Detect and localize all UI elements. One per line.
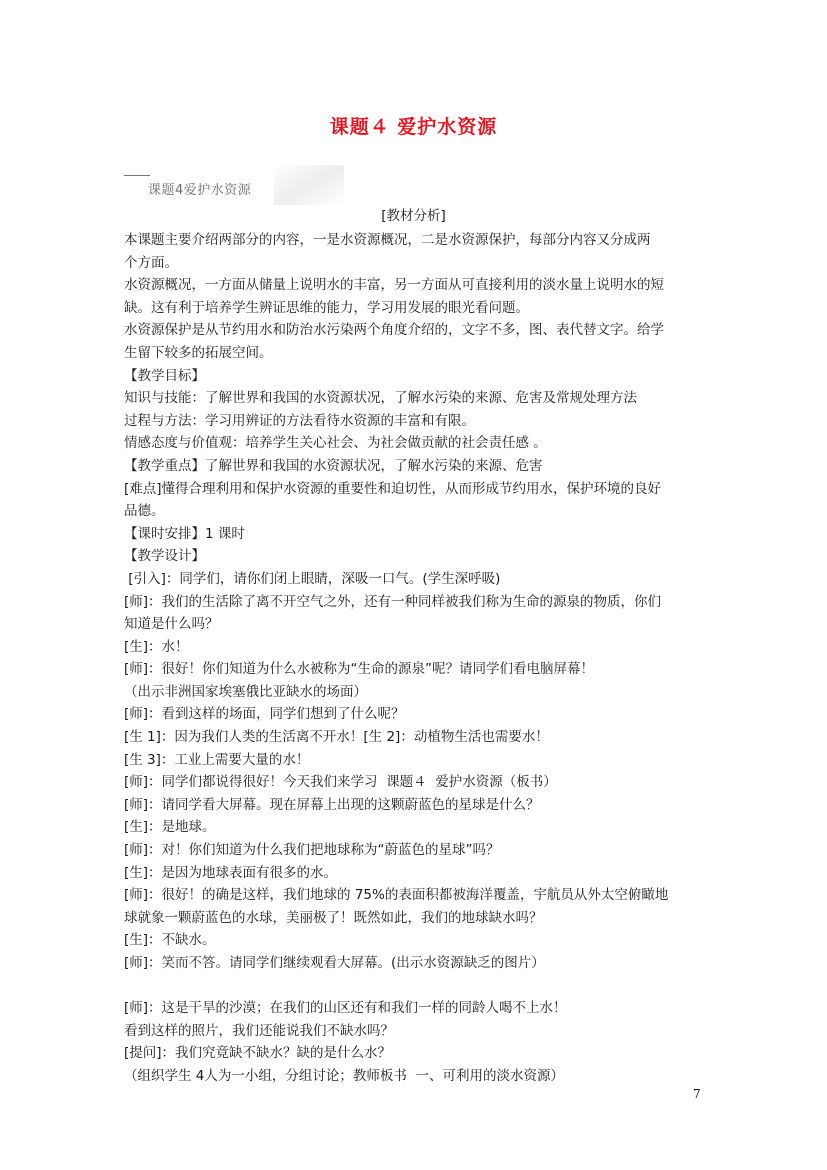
body-line: [生 3]：工业上需要大量的水！ [124, 751, 310, 768]
body-line: 看到这样的照片，我们还能说我们不缺水吗？ [124, 1022, 394, 1039]
body-line: 水资源概况，一方面从储量上说明水的丰富，另一方面从可直接利用的淡水量上说明水的短 [124, 277, 664, 294]
body-line: [师]：我们的生活除了离不开空气之外，还有一种同样被我们称为生命的源泉的物质，你们 [124, 593, 662, 610]
body-line: （出示非洲国家埃塞俄比亚缺水的场面） [124, 683, 367, 700]
body-line: [生]：是因为地球表面有很多的水。 [124, 864, 338, 881]
body-line: 【教学重点】了解世界和我国的水资源状况，了解水污染的来源、危害 [124, 457, 543, 474]
body-line: [生]：不缺水。 [124, 932, 216, 949]
body-line: 本课题主要介绍两部分的内容，一是水资源概况，二是水资源保护，每部分内容又分成两 [124, 232, 651, 248]
body-line [124, 975, 714, 998]
body-line: 过程与方法：学习用辨证的方法看待水资源的丰富和有限。 [124, 412, 475, 429]
stamp-rule [124, 175, 150, 176]
body-line: 个方面。 [124, 254, 178, 271]
body-line: 缺。这有利于培养学生辨证思维的能力，学习用发展的眼光看问题。 [124, 299, 529, 316]
body-line: 知道是什么吗？ [124, 616, 219, 633]
page-number: 7 [693, 1087, 701, 1101]
body-line: [师]：看到这样的场面，同学们想到了什么呢？ [124, 706, 405, 723]
body-line: 【教学设计】 [124, 548, 205, 565]
body-line: 知识与技能：了解世界和我国的水资源状况，了解水污染的来源、危害及常规处理方法 [124, 390, 637, 407]
body-line: [生]：是地球。 [124, 819, 216, 836]
body-line: 【课时安排】1 课时 [124, 525, 245, 542]
body-line: [师]：很好！的确是这样，我们地球的 75%的表面积都被海洋覆盖，宇航员从外太空俯瞰地 [124, 887, 669, 904]
body-line: [生]：水！ [124, 638, 189, 655]
body-line: 球就象一颗蔚蓝色的水球，美丽极了！既然如此，我们的地球缺水吗？ [124, 909, 543, 926]
section-heading: [教材分析] [381, 208, 446, 224]
stamp-shadow [274, 165, 344, 205]
body-line: 品德。 [124, 503, 165, 520]
document-title: 课题４ 爱护水资源 [329, 116, 498, 138]
body-line: [师]：很好！你们知道为什么水被称为“生命的源泉”呢？请同学们看电脑屏幕！ [124, 661, 595, 678]
body-line: [师]：笑而不答。请同学们继续观看大屏幕。(出示水资源缺乏的图片） [124, 955, 545, 971]
body-line: [生 1]：因为我们人类的生活离不开水！[生 2]：动植物生活也需要水！ [124, 729, 549, 746]
body-line: [提问]：我们究竟缺不缺水？缺的是什么水？ [124, 1045, 392, 1062]
body-line: 【教学目标】 [124, 367, 205, 384]
body-line: [师]：同学们都说得很好！今天我们来学习 课题４ 爱护水资源（板书） [124, 774, 557, 791]
body-line: 情感态度与价值观：培养学生关心社会、为社会做贡献的社会责任感 。 [124, 435, 547, 452]
body-line: [引入]：同学们，请你们闭上眼睛，深吸一口气。(学生深呼吸) [124, 570, 501, 587]
stamp-text: 课题4爱护水资源 [148, 183, 252, 198]
body-line: [难点]懂得合理利用和保护水资源的重要性和迫切性，从而形成节约用水，保护环境的良好 [124, 480, 662, 497]
body-line: [师]：这是干旱的沙漠；在我们的山区还有和我们一样的同龄人喝不上水！ [124, 1000, 567, 1017]
body-line: 水资源保护是从节约用水和防治水污染两个角度介绍的，文字不多，图、表代替文字。给学 [124, 322, 664, 339]
body-line: [师]：对！你们知道为什么我们把地球称为“蔚蓝色的星球”吗？ [124, 842, 500, 859]
body-line: 生留下较多的拓展空间。 [124, 344, 273, 361]
body-line: [师]：请同学看大屏幕。现在屏幕上出现的这颗蔚蓝色的星球是什么？ [124, 796, 540, 813]
document-body [124, 229, 714, 1088]
body-line: （组织学生 4人为一小组，分组讨论；教师板书 一、可利用的淡水资源） [124, 1067, 564, 1084]
